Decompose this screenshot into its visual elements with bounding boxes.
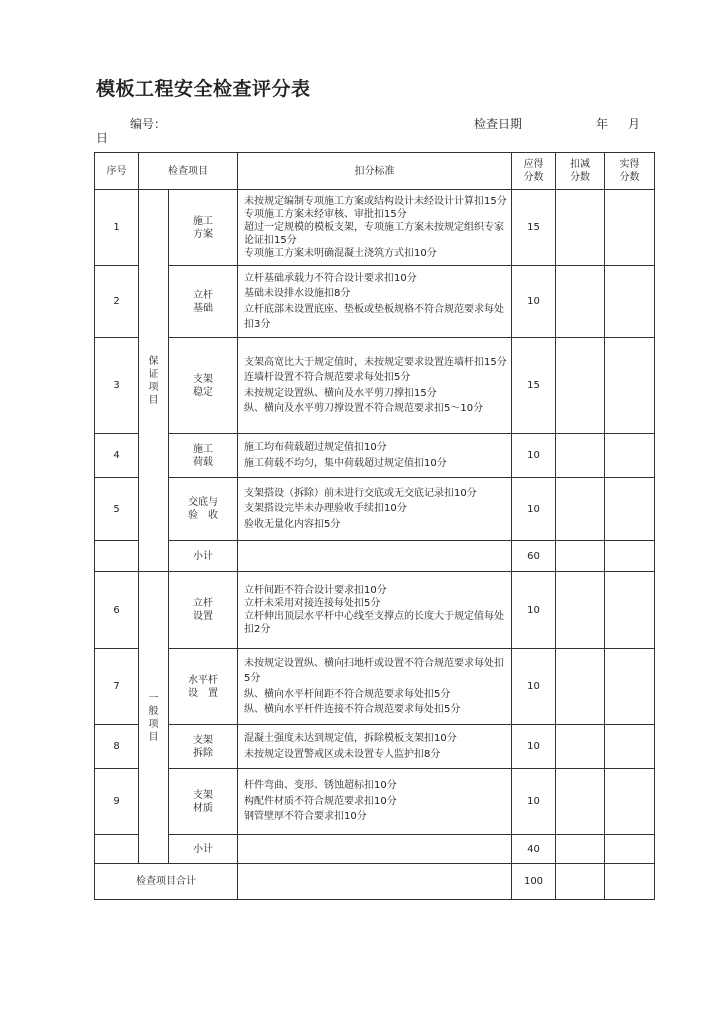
table-row — [95, 769, 655, 835]
row-actual-points[interactable] — [605, 769, 655, 835]
row-item-name: 支架 拆除 — [169, 725, 238, 769]
table-row — [95, 478, 655, 541]
score-table — [94, 152, 655, 900]
row-due-points: 15 — [512, 338, 556, 434]
row-standard: 杆件弯曲、变形、锈蚀超标扣10分 构配件材质不符合规范要求扣10分 钢管壁厚不符合要求扣10分 — [238, 769, 512, 835]
year-label: 年 — [596, 117, 609, 131]
subtotal-standard — [238, 541, 512, 572]
row-seq: 5 — [95, 478, 139, 541]
row-seq: 7 — [95, 649, 139, 725]
table-header-row — [95, 153, 655, 190]
row-due-points: 10 — [512, 769, 556, 835]
total-due-points: 100 — [512, 864, 556, 900]
row-due-points: 10 — [512, 266, 556, 338]
day-label: 日 — [96, 131, 109, 145]
row-item-name: 水平杆 设 置 — [169, 649, 238, 725]
header-actual-points: 实得 分数 — [605, 153, 655, 190]
row-actual-points[interactable] — [605, 434, 655, 478]
row-actual-points[interactable] — [605, 478, 655, 541]
row-standard: 混凝土强度未达到规定值，拆除模板支架扣10分 未按规定设置警戒区或未设置专人监护扣8分 — [238, 725, 512, 769]
row-item-name: 施工 方案 — [169, 190, 238, 266]
row-actual-points[interactable] — [605, 338, 655, 434]
total-deduct-points[interactable] — [556, 864, 605, 900]
subtotal-row — [95, 835, 655, 864]
row-deduct-points[interactable] — [556, 478, 605, 541]
row-item-name: 交底与 验 收 — [169, 478, 238, 541]
table-row — [95, 434, 655, 478]
header-seq: 序号 — [95, 153, 139, 190]
row-item-name: 施工 荷载 — [169, 434, 238, 478]
date-label: 检查日期 — [474, 117, 523, 131]
row-actual-points[interactable] — [605, 572, 655, 649]
month-label: 月 — [628, 117, 641, 131]
subtotal-label: 小计 — [169, 541, 238, 572]
total-standard — [238, 864, 512, 900]
row-deduct-points[interactable] — [556, 725, 605, 769]
row-seq: 1 — [95, 190, 139, 266]
row-standard: 立杆基础承载力不符合设计要求扣10分 基础未设排水设施扣8分 立杆底部未设置底座、垫板或垫板规格不符合规范要求每处扣3分 — [238, 266, 512, 338]
row-due-points: 10 — [512, 725, 556, 769]
row-due-points: 15 — [512, 190, 556, 266]
header-due-points: 应得 分数 — [512, 153, 556, 190]
page-title: 模板工程安全检查评分表 — [96, 78, 311, 100]
row-actual-points[interactable] — [605, 190, 655, 266]
total-label: 检查项目合计 — [95, 864, 238, 900]
row-deduct-points[interactable] — [556, 338, 605, 434]
row-deduct-points[interactable] — [556, 266, 605, 338]
row-actual-points[interactable] — [605, 266, 655, 338]
row-deduct-points[interactable] — [556, 649, 605, 725]
subtotal-deduct-points[interactable] — [556, 541, 605, 572]
row-actual-points[interactable] — [605, 725, 655, 769]
row-item-name: 立杆 设置 — [169, 572, 238, 649]
subtotal-actual-points[interactable] — [605, 541, 655, 572]
row-standard: 施工均布荷载超过规定值扣10分 施工荷载不均匀，集中荷载超过规定值扣10分 — [238, 434, 512, 478]
row-deduct-points[interactable] — [556, 769, 605, 835]
row-standard: 未按规定编制专项施工方案或结构设计未经设计计算扣15分 专项施工方案未经审核、审批扣15分 超过一定规模的模板支架，专项施工方案未按规定组织专家论证扣15分 专项施工方案未明确混凝土浇筑方式扣10分 — [238, 190, 512, 266]
table-row — [95, 725, 655, 769]
row-item-name: 支架 稳定 — [169, 338, 238, 434]
total-row — [95, 864, 655, 900]
row-standard: 支架搭设（拆除）前未进行交底或无交底记录扣10分 支架搭设完毕未办理验收手续扣10分 验收无量化内容扣5分 — [238, 478, 512, 541]
row-standard: 未按规定设置纵、横向扫地杆或设置不符合规范要求每处扣5分 纵、横向水平杆间距不符合规范要求每处扣5分 纵、横向水平杆件连接不符合规范要求每处扣5分 — [238, 649, 512, 725]
header-standard: 扣分标准 — [238, 153, 512, 190]
total-actual-points[interactable] — [605, 864, 655, 900]
row-seq: 9 — [95, 769, 139, 835]
row-item-name: 立杆 基础 — [169, 266, 238, 338]
header-deduct-points: 扣减 分数 — [556, 153, 605, 190]
subtotal-row — [95, 541, 655, 572]
table-row — [95, 338, 655, 434]
table-row — [95, 266, 655, 338]
subtotal-due-points: 40 — [512, 835, 556, 864]
subtotal-label: 小计 — [169, 835, 238, 864]
row-deduct-points[interactable] — [556, 572, 605, 649]
row-due-points: 10 — [512, 478, 556, 541]
subtotal-actual-points[interactable] — [605, 835, 655, 864]
row-standard: 立杆间距不符合设计要求扣10分 立杆未采用对接连接每处扣5分 立杆伸出顶层水平杆中心线至支撑点的长度大于规定值每处扣2分 — [238, 572, 512, 649]
row-standard: 支架高宽比大于规定值时，未按规定要求设置连墙杆扣15分 连墙杆设置不符合规范要求每处扣5分 未按规定设置纵、横向及水平剪刀撑扣15分 纵、横向及水平剪刀撑设置不符合规范要求扣5～10分 — [238, 338, 512, 434]
subtotal-deduct-points[interactable] — [556, 835, 605, 864]
group-guarantee: 保 证 项 目 — [139, 190, 169, 572]
row-deduct-points[interactable] — [556, 434, 605, 478]
subtotal-standard — [238, 835, 512, 864]
subtotal-seq — [95, 541, 139, 572]
group-general: 一 般 项 目 — [139, 572, 169, 864]
row-due-points: 10 — [512, 434, 556, 478]
row-due-points: 10 — [512, 572, 556, 649]
table-row — [95, 190, 655, 266]
table-row — [95, 572, 655, 649]
row-seq: 4 — [95, 434, 139, 478]
row-seq: 3 — [95, 338, 139, 434]
row-deduct-points[interactable] — [556, 190, 605, 266]
subtotal-seq — [95, 835, 139, 864]
header-item: 检查项目 — [139, 153, 238, 190]
row-actual-points[interactable] — [605, 649, 655, 725]
number-label: 编号： — [130, 117, 167, 131]
row-due-points: 10 — [512, 649, 556, 725]
row-seq: 8 — [95, 725, 139, 769]
row-seq: 2 — [95, 266, 139, 338]
subtotal-due-points: 60 — [512, 541, 556, 572]
row-seq: 6 — [95, 572, 139, 649]
row-item-name: 支架 材质 — [169, 769, 238, 835]
table-row — [95, 649, 655, 725]
